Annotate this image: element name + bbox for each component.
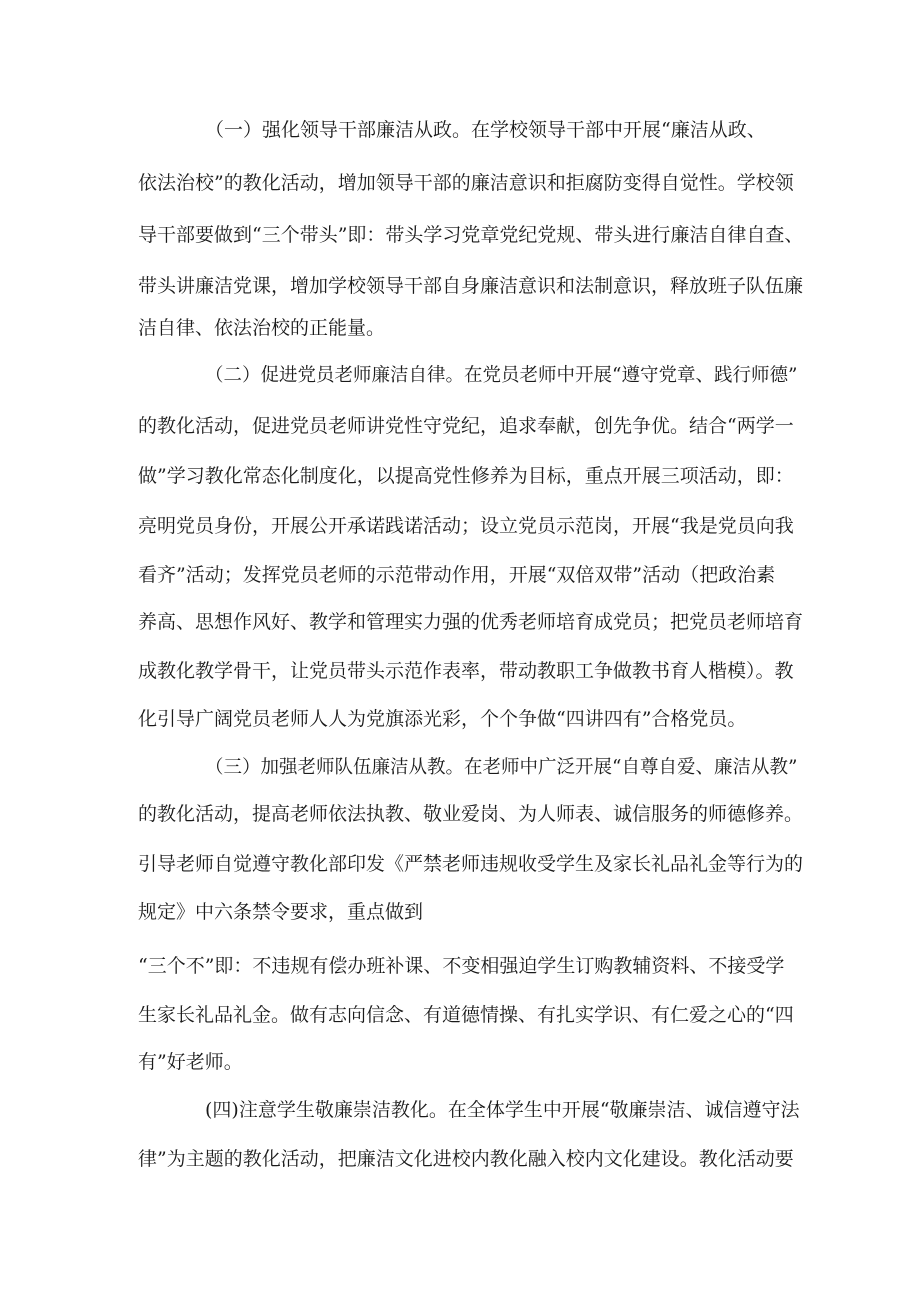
text-line: “三个不”即：不违规有偿办班补课、不变相强迫学生订购教辅资料、不接受学: [138, 955, 785, 977]
text-line: 看齐”活动；发挥党员老师的示范带动作用，开展“双倍双带”活动（把政治素: [138, 564, 776, 586]
text-line: 化引导广阔党员老师人人为党旗添光彩，个个争做“四讲四有”合格党员。: [138, 708, 747, 730]
text-line: 律”为主题的教化活动，把廉洁文化进校内教化融入校内文化建设。教化活动要: [138, 1148, 794, 1170]
text-line: 带头讲廉洁党课，增加学校领导干部自身廉洁意识和法制意识，释放班子队伍廉: [138, 275, 804, 297]
text-line: 引导老师自觉遵守教化部印发《严禁老师违规收受学生及家长礼品礼金等行为的: [138, 853, 804, 875]
text-line: （一）强化领导干部廉洁从政。在学校领导干部中开展“廉洁从政、: [205, 119, 766, 141]
text-line: 做”学习教化常态化制度化，以提高党性修养为目标，重点开展三项活动，即：: [138, 465, 794, 487]
text-line: 成教化教学骨干，让党员带头示范作表率，带动教职工争做教书育人楷模）。教: [138, 660, 794, 682]
text-line: (四)注意学生敬廉崇洁教化。在全体学生中开展“敬廉崇洁、诚信遵守法: [205, 1099, 800, 1121]
text-line: 的教化活动，提高老师依法执教、敬业爱岗、为人师表、诚信服务的师德修养。: [138, 803, 804, 825]
text-line: 依法治校”的教化活动，增加领导干部的廉洁意识和拒腐防变得自觉性。学校领: [138, 172, 794, 194]
text-line: （三）加强老师队伍廉洁从教。在老师中广泛开展“自尊自爱、廉洁从教”: [205, 757, 798, 778]
text-line: 养高、思想作风好、教学和管理实力强的优秀老师培育成党员；把党员老师培育: [138, 611, 804, 633]
text-line: 生家长礼品礼金。做有志向信念、有道德情操、有扎实学识、有仁爱之心的“四: [138, 1004, 794, 1026]
text-line: 洁自律、依法治校的正能量。: [138, 317, 386, 339]
text-line: （二）促进党员老师廉洁自律。在党员老师中开展“遵守党章、践行师德”: [205, 365, 798, 386]
text-line: 有”好老师。: [138, 1051, 243, 1073]
text-line: 导干部要做到“三个带头”即：带头学习党章党纪党规、带头进行廉洁自律自查、: [138, 224, 804, 246]
text-line: 的教化活动，促进党员老师讲党性守党纪，追求奉献，创先争优。结合“两学一: [138, 415, 794, 437]
text-line: 规定》中六条禁令要求，重点做到: [138, 901, 424, 923]
text-line: 亮明党员身份，开展公开承诺践诺活动；设立党员示范岗，开展“我是党员向我: [138, 515, 794, 537]
